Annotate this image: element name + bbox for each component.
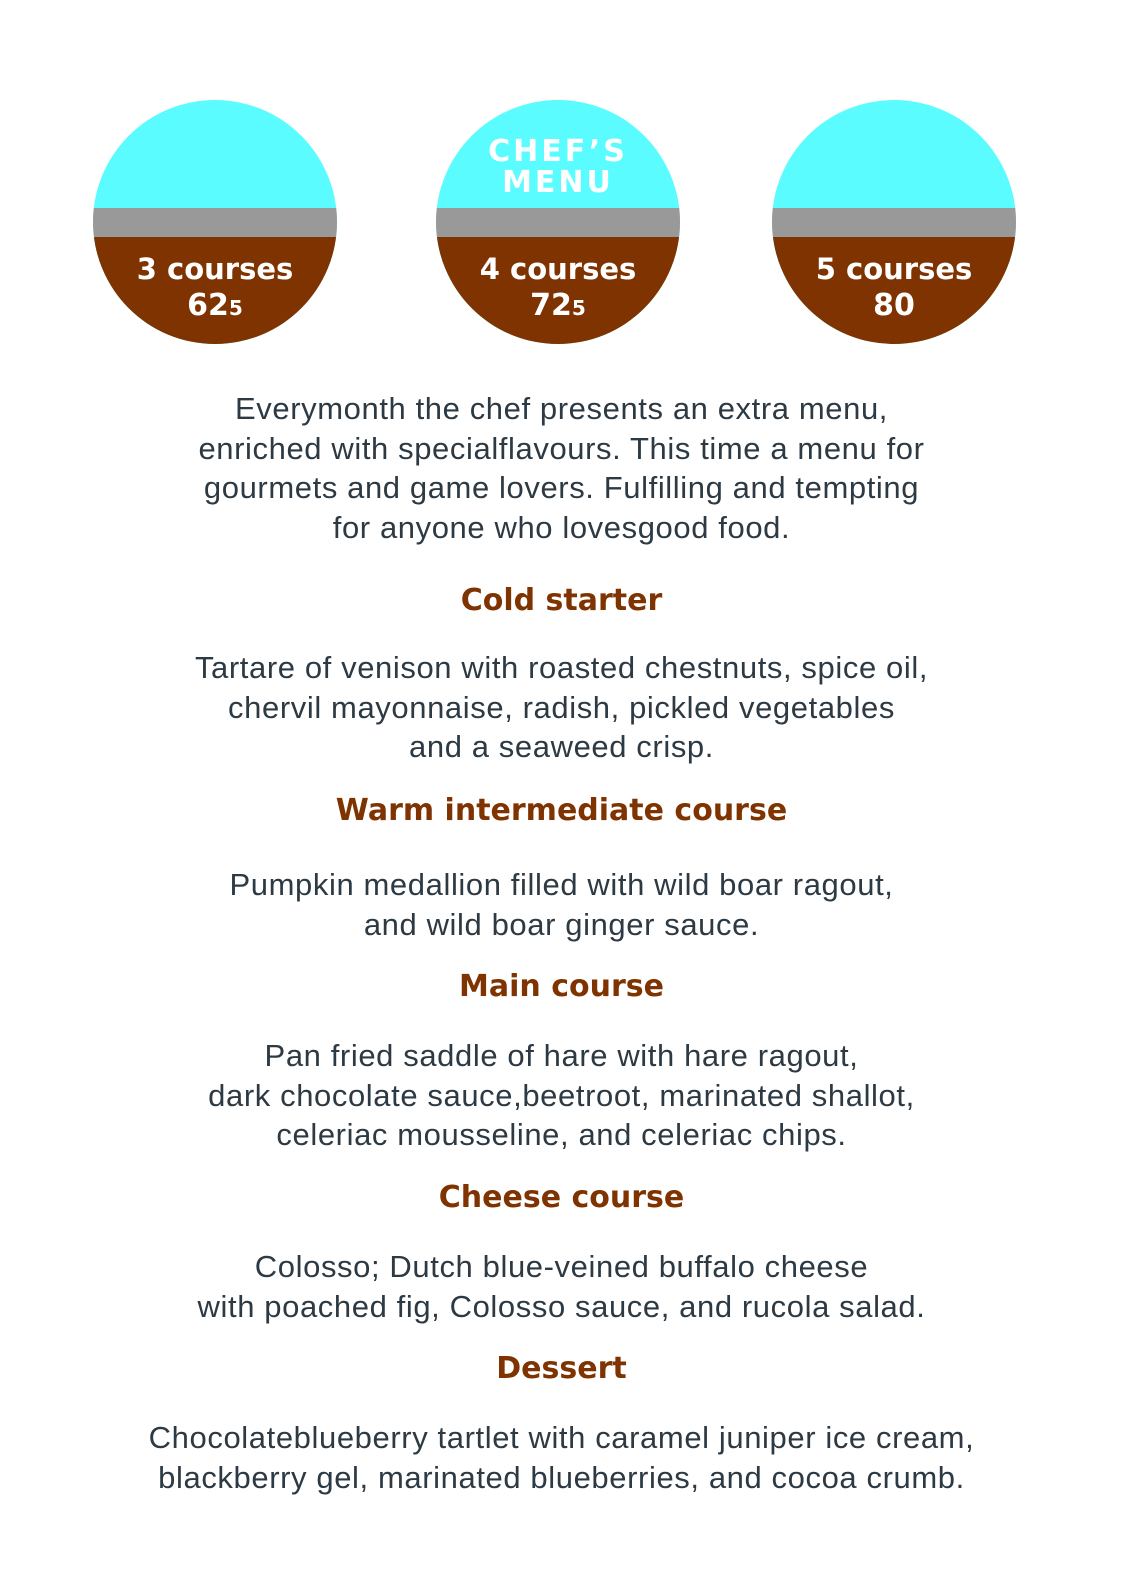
badge-courses: 4 courses [479, 252, 637, 286]
description-line: Tartare of venison with roasted chestnuts, spice oil, [194, 650, 929, 685]
description-line: Pumpkin medallion filled with wild boar ragout, [229, 867, 894, 902]
heading-cheese-course: Cheese course [438, 1180, 685, 1215]
intro-line: gourmets and game lovers. Fulfilling and tempting [203, 470, 920, 505]
price-badges [0, 100, 1123, 350]
warm-intermediate-description [60, 865, 1063, 944]
badge-price [436, 289, 680, 325]
badge-band [772, 208, 1016, 237]
badge-5-courses [772, 100, 1016, 344]
heading-cold-starter: Cold starter [460, 583, 663, 618]
badge-price [93, 289, 337, 325]
badge-band [93, 208, 337, 237]
badge-band [436, 208, 680, 237]
description-line: celeriac mousseline, and celeriac chips. [276, 1117, 847, 1152]
cheese-course-description [60, 1247, 1063, 1326]
description-line: Chocolateblueberry tartlet with caramel juniper ice cream, [148, 1420, 975, 1455]
intro-paragraph [60, 389, 1063, 547]
chefs-menu-label [436, 136, 680, 198]
chefs-label-line: CHEF’S [488, 134, 628, 169]
description-line: dark chocolate sauce,beetroot, marinated shallot, [208, 1077, 915, 1113]
description-line: blackberry gel, marinated blueberries, and cocoa crumb. [158, 1459, 965, 1495]
badge-4-courses [436, 100, 680, 344]
heading-dessert: Dessert [496, 1351, 627, 1386]
description-line: and wild boar ginger sauce. [363, 906, 760, 942]
intro-line: Everymonth the chef presents an extra menu, [234, 391, 889, 426]
main-course-description [60, 1036, 1063, 1155]
description-line: chervil mayonnaise, radish, pickled vegetables [228, 689, 895, 725]
description-line: Colosso; Dutch blue-veined buffalo cheese [254, 1249, 869, 1284]
intro-line: for anyone who lovesgood food. [332, 509, 791, 545]
badge-price [772, 289, 1016, 325]
price-cents: 5 [228, 296, 243, 320]
description-line: Pan fried saddle of hare with hare ragout, [264, 1038, 859, 1073]
cold-starter-description [60, 648, 1063, 767]
description-line: and a seaweed crisp. [409, 729, 714, 764]
menu-label-line: MENU [502, 165, 614, 200]
price-main: 62 [187, 288, 229, 323]
price-cents: 5 [571, 296, 586, 320]
heading-warm-intermediate: Warm intermediate course [335, 793, 788, 828]
price-main: 80 [873, 288, 915, 323]
badge-3-courses [93, 100, 337, 344]
dessert-description [60, 1418, 1063, 1497]
badge-courses: 3 courses [136, 252, 294, 286]
description-line: with poached fig, Colosso sauce, and rucola salad. [197, 1288, 926, 1324]
price-main: 72 [530, 288, 572, 323]
heading-main-course: Main course [459, 969, 664, 1004]
badge-courses: 5 courses [815, 252, 973, 286]
intro-line: enriched with specialflavours. This time a menu for [198, 430, 925, 466]
